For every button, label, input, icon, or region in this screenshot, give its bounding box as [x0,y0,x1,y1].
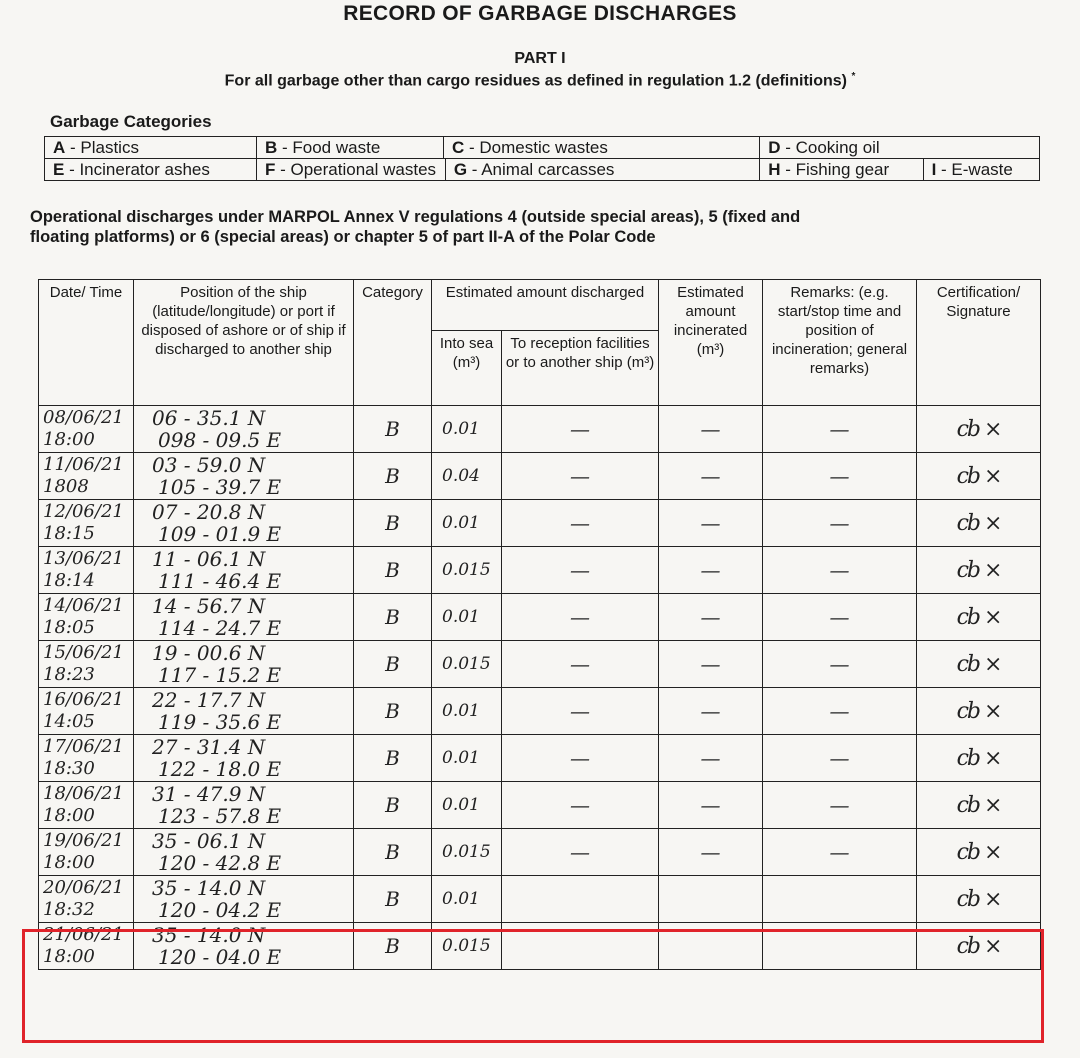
date-text: 20/06/21 [43,877,124,898]
incinerated-cell: — [659,735,763,782]
time-text: 18:32 [43,899,95,920]
date-time-cell [39,923,134,970]
discharge-log-table [38,279,1041,970]
date-time-cell [39,641,134,688]
longitude-text: 098 - 09.5 E [158,428,282,452]
reception-cell: — [502,688,659,735]
col-estimated-discharged: Estimated amount discharged [432,280,659,331]
footnote-mark: * [851,71,856,82]
date-time-cell [39,735,134,782]
time-text: 18:05 [43,617,95,638]
signature-cell: cb ⨯ [917,406,1041,453]
into-sea-cell: 0.01 [432,594,502,641]
category-cell: B [354,876,432,923]
operations-heading-line-1: Operational discharges under MARPOL Annex V regulations 4 (outside special areas), 5 (fixed and [30,208,801,226]
latitude-text: 03 - 59.0 N [152,453,266,477]
latitude-text: 31 - 47.9 N [152,782,266,806]
operations-heading-line-2: floating platforms) or 6 (special areas) or chapter 5 of part II-A of the Polar Code [30,228,656,246]
into-sea-cell: 0.01 [432,735,502,782]
table-row [39,782,1041,829]
into-sea-cell: 0.01 [432,782,502,829]
signature-cell: cb ⨯ [917,923,1041,970]
date-time-cell [39,688,134,735]
remarks-cell: — [763,688,917,735]
category-cell: B [354,735,432,782]
remarks-cell: — [763,406,917,453]
table-row [39,406,1041,453]
reception-cell: — [502,829,659,876]
time-text: 18:14 [43,570,95,591]
latitude-text: 22 - 17.7 N [152,688,266,712]
time-text: 18:00 [43,946,95,967]
signature-cell: cb ⨯ [917,594,1041,641]
table-row [39,876,1041,923]
category-g: G - Animal carcasses [445,159,759,181]
reception-cell: — [502,641,659,688]
into-sea-cell: 0.015 [432,547,502,594]
longitude-text: 114 - 24.7 E [158,616,282,640]
category-a: A - Plastics [45,137,257,159]
time-text: 18:15 [43,523,95,544]
part-title: PART I [514,50,566,67]
signature-cell: cb ⨯ [917,641,1041,688]
incinerated-cell: — [659,500,763,547]
latitude-text: 27 - 31.4 N [152,735,266,759]
category-b: B - Food waste [257,137,444,159]
incinerated-cell: — [659,453,763,500]
page-title: RECORD OF GARBAGE DISCHARGES [343,2,737,25]
latitude-text: 14 - 56.7 N [152,594,266,618]
time-text: 18:23 [43,664,95,685]
longitude-text: 105 - 39.7 E [158,475,282,499]
incinerated-cell: — [659,782,763,829]
reception-cell: — [502,594,659,641]
reception-cell: — [502,453,659,500]
remarks-cell: — [763,594,917,641]
longitude-text: 119 - 35.6 E [158,710,282,734]
table-row [39,923,1041,970]
date-time-cell [39,782,134,829]
signature-cell: cb ⨯ [917,688,1041,735]
date-text: 18/06/21 [43,783,124,804]
latitude-text: 19 - 00.6 N [152,641,266,665]
position-cell [134,688,354,735]
date-text: 11/06/21 [43,454,124,475]
longitude-text: 122 - 18.0 E [158,757,282,781]
col-reception: To reception facilities or to another ship (m³) [502,331,659,406]
latitude-text: 07 - 20.8 N [152,500,266,524]
position-cell [134,547,354,594]
categories-heading: Garbage Categories [50,112,212,131]
signature-cell: cb ⨯ [917,782,1041,829]
remarks-cell: — [763,453,917,500]
category-cell: B [354,923,432,970]
incinerated-cell: — [659,547,763,594]
category-cell: B [354,500,432,547]
time-text: 18:30 [43,758,95,779]
date-time-cell [39,500,134,547]
table-row [39,547,1041,594]
col-position: Position of the ship (latitude/longitude) or port if disposed of ashore or of ship if discharged to another ship [134,280,354,406]
longitude-text: 109 - 01.9 E [158,522,282,546]
reception-cell: — [502,500,659,547]
latitude-text: 11 - 06.1 N [152,547,266,571]
category-d: D - Cooking oil [760,137,1040,159]
signature-cell: cb ⨯ [917,876,1041,923]
col-remarks: Remarks: (e.g. start/stop time and position of incineration; general remarks) [763,280,917,406]
reception-cell: — [502,547,659,594]
position-cell [134,500,354,547]
category-cell: B [354,641,432,688]
date-text: 21/06/21 [43,924,124,945]
reception-cell: — [502,782,659,829]
incinerated-cell: — [659,829,763,876]
category-cell: B [354,782,432,829]
date-time-cell [39,406,134,453]
remarks-cell: — [763,547,917,594]
incinerated-cell: — [659,594,763,641]
date-text: 17/06/21 [43,736,124,757]
remarks-cell: — [763,735,917,782]
time-text: 14:05 [43,711,95,732]
incinerated-cell: — [659,641,763,688]
category-e: E - Incinerator ashes [45,159,257,181]
col-incinerated: Estimated amount incinerated (m³) [659,280,763,406]
time-text: 18:00 [43,805,95,826]
longitude-text: 117 - 15.2 E [158,663,282,687]
date-time-cell [39,547,134,594]
into-sea-cell: 0.04 [432,453,502,500]
into-sea-cell: 0.015 [432,641,502,688]
table-row [39,641,1041,688]
table-row [39,829,1041,876]
date-text: 12/06/21 [43,501,124,522]
incinerated-cell [659,876,763,923]
position-cell [134,641,354,688]
signature-cell: cb ⨯ [917,547,1041,594]
latitude-text: 35 - 14.0 N [152,876,266,900]
position-cell [134,453,354,500]
table-row [39,500,1041,547]
operations-heading [30,207,1010,247]
date-time-cell [39,594,134,641]
signature-cell: cb ⨯ [917,453,1041,500]
remarks-cell: — [763,641,917,688]
signature-cell: cb ⨯ [917,735,1041,782]
table-row [39,453,1041,500]
position-cell [134,735,354,782]
position-cell [134,594,354,641]
into-sea-cell: 0.015 [432,829,502,876]
category-cell: B [354,594,432,641]
header-row-1 [39,280,1041,331]
incinerated-cell: — [659,688,763,735]
remarks-cell: — [763,782,917,829]
category-h: H - Fishing gear [760,159,923,181]
longitude-text: 123 - 57.8 E [158,804,282,828]
time-text: 18:00 [43,852,95,873]
longitude-text: 120 - 42.8 E [158,851,282,875]
time-text: 18:00 [43,429,95,450]
category-f: F - Operational wastes [257,159,446,181]
time-text: 1808 [43,476,89,497]
category-cell: B [354,829,432,876]
signature-cell: cb ⨯ [917,500,1041,547]
into-sea-cell: 0.01 [432,876,502,923]
position-cell [134,406,354,453]
reception-cell: — [502,735,659,782]
table-row [39,688,1041,735]
position-cell [134,876,354,923]
category-c: C - Domestic wastes [444,137,760,159]
remarks-cell [763,876,917,923]
discharge-log-body [39,406,1041,970]
remarks-cell [763,923,917,970]
into-sea-cell: 0.01 [432,406,502,453]
latitude-text: 06 - 35.1 N [152,406,266,430]
remarks-cell: — [763,829,917,876]
col-into-sea: Into sea (m³) [432,331,502,406]
position-cell [134,923,354,970]
categories-table [44,136,1040,181]
categories-row-1 [45,137,1040,159]
table-row [39,594,1041,641]
incinerated-cell: — [659,406,763,453]
incinerated-cell [659,923,763,970]
date-time-cell [39,453,134,500]
date-text: 15/06/21 [43,642,124,663]
date-text: 08/06/21 [43,407,124,428]
reception-cell: — [502,406,659,453]
into-sea-cell: 0.01 [432,500,502,547]
into-sea-cell: 0.01 [432,688,502,735]
longitude-text: 111 - 46.4 E [158,569,282,593]
date-time-cell [39,876,134,923]
reception-cell [502,876,659,923]
col-signature: Certification/ Signature [917,280,1041,406]
part-subtitle-text: For all garbage other than cargo residues as defined in regulation 1.2 (definitions) [224,72,847,90]
date-text: 14/06/21 [43,595,124,616]
date-text: 13/06/21 [43,548,124,569]
categories-row-2 [45,159,1040,181]
category-cell: B [354,453,432,500]
date-text: 19/06/21 [43,830,124,851]
position-cell [134,782,354,829]
latitude-text: 35 - 06.1 N [152,829,266,853]
table-row [39,735,1041,782]
col-date-time: Date/ Time [39,280,134,406]
date-text: 16/06/21 [43,689,124,710]
remarks-cell: — [763,500,917,547]
date-time-cell [39,829,134,876]
col-category: Category [354,280,432,406]
longitude-text: 120 - 04.0 E [158,945,282,969]
reception-cell [502,923,659,970]
into-sea-cell: 0.015 [432,923,502,970]
longitude-text: 120 - 04.2 E [158,898,282,922]
category-i: I - E-waste [923,159,1039,181]
category-cell: B [354,688,432,735]
category-cell: B [354,406,432,453]
category-cell: B [354,547,432,594]
part-subtitle [0,71,1080,90]
latitude-text: 35 - 14.0 N [152,923,266,947]
position-cell [134,829,354,876]
signature-cell: cb ⨯ [917,829,1041,876]
